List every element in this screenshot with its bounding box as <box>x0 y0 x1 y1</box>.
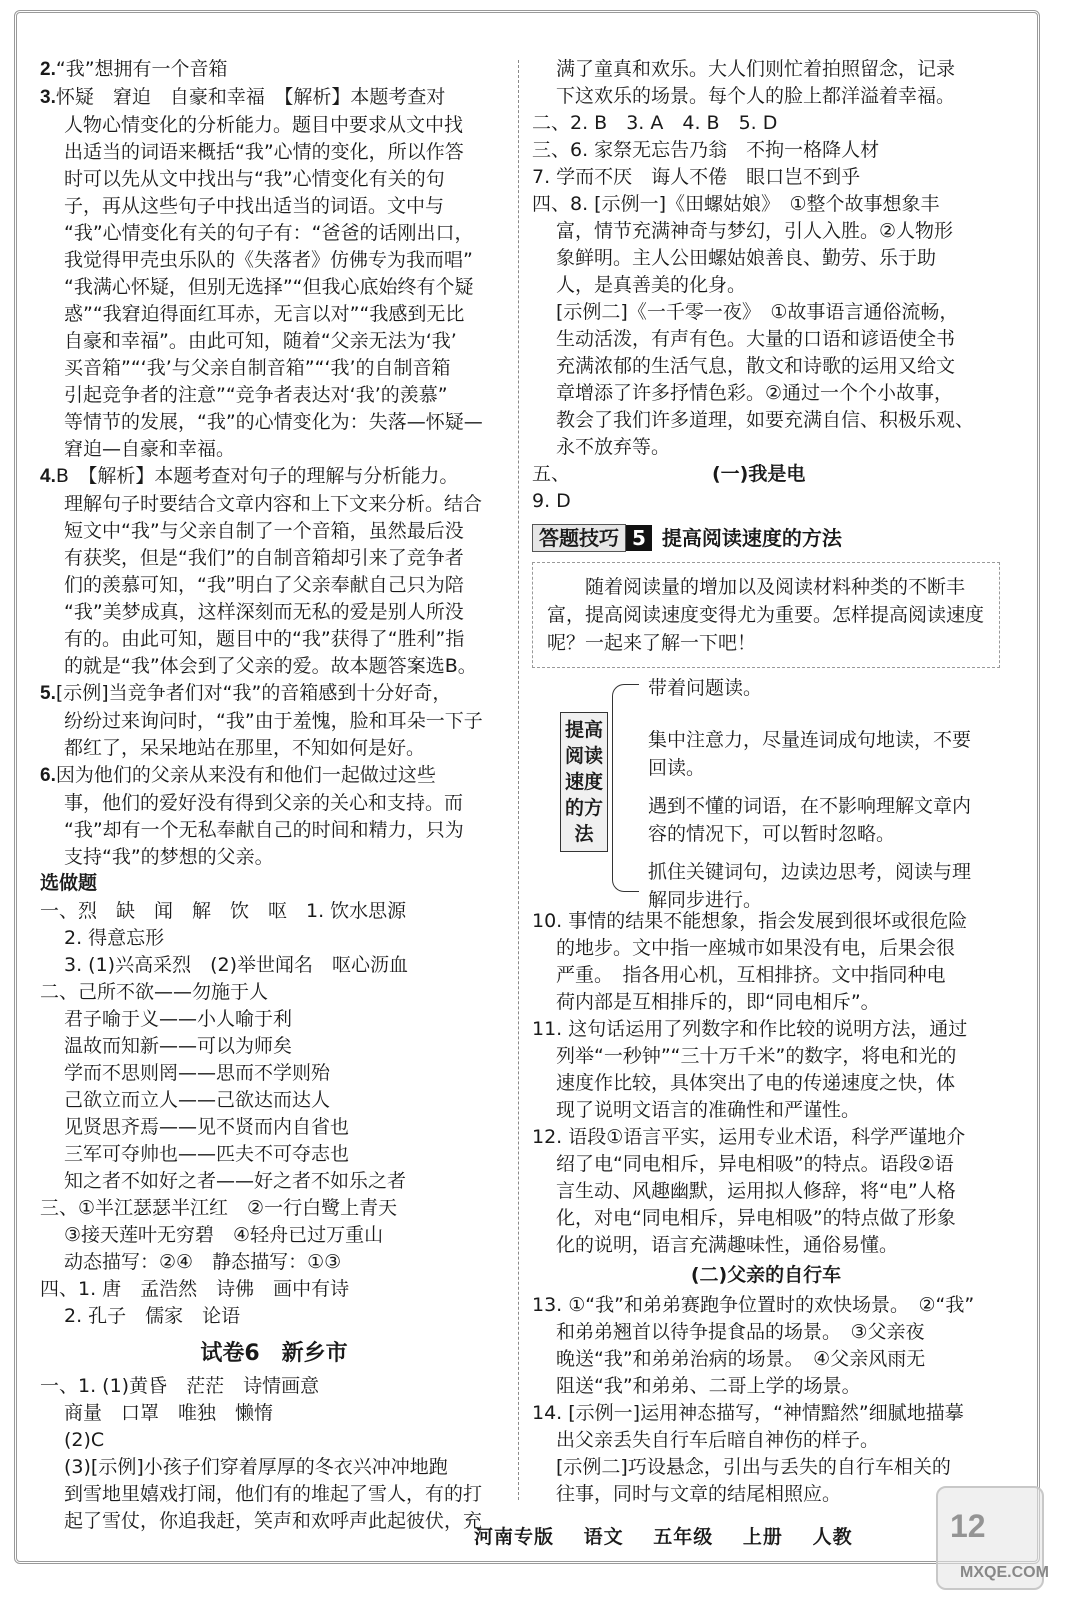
answer-text: 有获奖，但是“我们”的自制音箱却引来了竞争者 <box>64 547 464 569</box>
answer-text: 惑”“我窘迫得面红耳赤，无言以对”“我感到无比 <box>64 303 465 325</box>
answer-line: 章增添了许多抒情色彩。②通过一个个小故事， <box>556 382 954 404</box>
answer-line <box>40 735 508 761</box>
answer-line: 充满浓郁的生活气息，散文和诗歌的运用又给文 <box>556 355 956 377</box>
answer-text: 短文中“我”与父亲自制了一个音箱，虽然最后没 <box>64 520 464 542</box>
answer-text: 窘迫—自豪和幸福。 <box>64 438 236 460</box>
paper-title: 试卷6 新乡市 <box>200 1341 348 1366</box>
answer-line <box>40 463 508 490</box>
answer-line: 往事，同时与文章的结尾相照应。 <box>556 1483 842 1505</box>
answer-line: 出父亲丢失自行车后暗自神伤的样子。 <box>556 1429 880 1451</box>
answer-line: 现了说明文语言的准确性和严谨性。 <box>556 1099 861 1121</box>
answer-line: 的地步。文中指一座城市如果没有电，后果会很 <box>556 937 956 959</box>
answer-q9: 9. D <box>532 490 571 512</box>
answer-line <box>40 518 508 544</box>
tip-item: 抓住关键词句，边读边思考，阅读与理解同步进行。 <box>648 861 972 911</box>
answer-line <box>40 626 508 652</box>
answer-text: 引起竞争者的注意”“竞争者表达对‘我’的羡慕” <box>64 384 448 406</box>
section5-heading <box>532 461 1000 487</box>
left-column <box>40 56 508 1535</box>
answer-text: 们的羡慕可知，“我”明白了父亲奉献自己只为陪 <box>64 574 464 596</box>
footer-grade: 五年级 <box>653 1526 714 1548</box>
answer-text: 纷纷过来询问时，“我”由于羞愧，脸和耳朵一下子 <box>64 710 483 732</box>
answer-line <box>40 56 508 83</box>
answer-text: 怀疑 窘迫 自豪和幸福 【解析】本题考查对 <box>55 86 446 108</box>
answer-line: 列举“一秒钟”“三十万千米”的数字，将电和光的 <box>556 1045 957 1067</box>
elective-line: 四、1. 唐 孟浩然 诗佛 画中有诗 <box>40 1278 350 1300</box>
answer-line: 14. [示例一]运用神态描写，“神情黯然”细腻地描摹 <box>532 1402 964 1424</box>
elective-line: 3. (1)兴高采烈 (2)举世闻名 呕心沥血 <box>64 954 408 976</box>
answer-line: 12. 语段①语言平实，运用专业术语，科学严谨地介 <box>532 1126 966 1148</box>
answer-line <box>40 84 508 111</box>
footer-edition: 人教 <box>812 1526 853 1548</box>
answer-line: 言生动、风趣幽默，运用拟人修辞，将“电”人格 <box>556 1180 956 1202</box>
answer-line: 二、2. B 3. A 4. B 5. D <box>532 112 778 134</box>
answer-text: 等情节的发展，“我”的心情变化为：失落—怀疑— <box>64 411 483 433</box>
elective-line: 知之者不如好之者——好之者不如乐之者 <box>64 1170 407 1192</box>
answer-line: 绍了电“同电相斥，异电相吸”的特点。语段②语 <box>556 1153 954 1175</box>
question-number: 4. <box>40 466 56 487</box>
answer-line: 化的说明，语言充满趣味性，通俗易懂。 <box>556 1234 899 1256</box>
answer-line <box>40 572 508 598</box>
answer-line: 荷内部是互相排斥的，即“同电相斥”。 <box>556 991 880 1013</box>
elective-line: 三军可夺帅也——匹夫不可夺志也 <box>64 1143 350 1165</box>
tip-number: 5 <box>626 525 652 551</box>
answer-line: 永不放弃等。 <box>556 436 671 458</box>
elective-line: ③接天莲叶无穷碧 ④轻舟已过万重山 <box>64 1224 384 1246</box>
answer-line <box>40 301 508 327</box>
elective-line: 见贤思齐焉——见不贤而内自省也 <box>64 1116 350 1138</box>
answer-line <box>40 817 508 843</box>
elective-line: 2. 孔子 儒家 论语 <box>64 1305 241 1327</box>
answer-line <box>40 409 508 435</box>
paper-line: (3)[示例]小孩子们穿着厚厚的冬衣兴冲冲地跑 <box>64 1456 448 1478</box>
answer-line <box>40 220 508 246</box>
tip-bracket <box>612 684 639 892</box>
elective-title: 选做题 <box>40 873 98 894</box>
answer-line: 13. ①“我”和弟弟赛跑争位置时的欢快场景。 ②“我” <box>532 1294 975 1316</box>
answer-text: 买音箱”“‘我’与父亲自制音箱”“‘我’的自制音箱 <box>64 357 451 379</box>
tip-item: 遇到不懂的词语，在不影响理解文章内容的情况下，可以暂时忽略。 <box>648 795 972 845</box>
answer-text: 子，再从这些句子中找出适当的词语。文中与 <box>64 195 445 217</box>
paper-line: 一、1. (1)黄昏 茫茫 诗情画意 <box>40 1375 320 1397</box>
answer-line <box>40 139 508 165</box>
question-number: 3. <box>40 87 56 108</box>
tip-item: 带着问题读。 <box>648 677 763 699</box>
right-column <box>532 56 1000 1508</box>
answer-line <box>40 762 508 789</box>
answer-line: 三、6. 家祭无忘告乃翁 不拘一格降人材 <box>532 139 880 161</box>
elective-line: 己欲立而立人——己欲达而达人 <box>64 1089 331 1111</box>
answer-line <box>40 193 508 219</box>
answer-text: 自豪和幸福”。由此可知，随着“父亲无法为‘我’ <box>64 330 457 352</box>
answer-line: 晚送“我”和弟弟治病的场景。 ④父亲风雨无 <box>556 1348 926 1370</box>
elective-line: 一、烈 缺 闻 解 饮 呕 1. 饮水思源 <box>40 900 407 922</box>
tip-box: 提高阅读速度的方法 <box>560 712 608 852</box>
answer-text: “我”却有一个无私奉献自己的时间和精力，只为 <box>64 819 464 841</box>
answer-text: 的就是“我”体会到了父亲的爱。故本题答案选B。 <box>64 655 477 677</box>
elective-line: 温故而知新——可以为师矣 <box>64 1035 293 1057</box>
answer-line: [示例二]《一千零一夜》 ①故事语言通俗流畅， <box>556 301 959 323</box>
answer-text: 时可以先从文中找出与“我”心情变化有关的句 <box>64 168 445 190</box>
answer-line: 下这欢乐的场景。每个人的脸上都洋溢着幸福。 <box>556 85 956 107</box>
answer-text: B 【解析】本题考查对句子的理解与分析能力。 <box>55 465 459 487</box>
answer-text: “我”美梦成真，这样深刻而无私的爱是别人所没 <box>64 601 464 623</box>
answer-line: 严重。 指各用心机，互相排挤。文中指同种电 <box>556 964 946 986</box>
answer-line <box>40 328 508 354</box>
tip-badge: 答题技巧 <box>532 524 626 552</box>
elective-line: 动态描写：②④ 静态描写：①③ <box>64 1251 342 1273</box>
elective-line: 三、①半江瑟瑟半江红 ②一行白鹭上青天 <box>40 1197 398 1219</box>
question-number: 6. <box>40 765 56 786</box>
answer-text: 因为他们的父亲从来没有和他们一起做过这些 <box>55 764 436 786</box>
tip-heading <box>532 524 1000 552</box>
answer-line: 11. 这句话运用了列数字和作比较的说明方法，通过 <box>532 1018 968 1040</box>
paper-line: 到雪地里嬉戏打闹，他们有的堆起了雪人，有的打 <box>64 1483 483 1505</box>
answer-line <box>40 653 508 679</box>
answer-text: 理解句子时要结合文章内容和上下文来分析。结合 <box>64 493 483 515</box>
answer-line <box>40 844 508 870</box>
answer-line <box>40 491 508 517</box>
answer-text: 我觉得甲壳虫乐队的《失落者》仿佛专为我而唱” <box>64 249 473 271</box>
tip-diagram <box>532 674 1000 911</box>
elective-line: 君子喻于义——小人喻于利 <box>64 1008 293 1030</box>
answer-line <box>40 545 508 571</box>
footer-subject: 语文 <box>583 1526 624 1548</box>
column-divider <box>518 60 519 1500</box>
answer-line: 满了童真和欢乐。大人们则忙着拍照留念，记录 <box>556 58 956 80</box>
answer-text: 事，他们的爱好没有得到父亲的关心和支持。而 <box>64 792 464 814</box>
footer <box>0 1522 1066 1552</box>
tip-item: 集中注意力，尽量连词成句地读，不要回读。 <box>648 729 972 779</box>
elective-line: 二、己所不欲——勿施于人 <box>40 981 269 1003</box>
answer-line <box>40 436 508 462</box>
answer-line: 阻送“我”和弟弟、二哥上学的场景。 <box>556 1375 861 1397</box>
answer-line: 象鲜明。主人公田螺姑娘善良、勤劳、乐于助 <box>556 247 937 269</box>
answer-line <box>40 355 508 381</box>
answer-text: 都红了，呆呆地站在那里，不知如何是好。 <box>64 737 426 759</box>
tip-title: 提高阅读速度的方法 <box>661 526 842 550</box>
answer-line: 7. 学而不厌 诲人不倦 眼口岂不到乎 <box>532 166 861 188</box>
answer-text: 支持“我”的梦想的父亲。 <box>64 846 274 868</box>
answer-text: “我”心情变化有关的句子有：“爸爸的话刚出口， <box>64 222 474 244</box>
paper-line: (2)C <box>64 1429 105 1451</box>
answer-line: 10. 事情的结果不能想象，指会发展到很坏或很危险 <box>532 910 968 932</box>
section5-title: (一)我是电 <box>712 463 806 485</box>
question-number: 5. <box>40 683 56 704</box>
answer-line: 速度作比较，具体突出了电的传递速度之快，体 <box>556 1072 956 1094</box>
answer-text: 人物心情变化的分析能力。题目中要求从文中找 <box>64 114 464 136</box>
answer-text: 出适当的词语来概括“我”心情的变化，所以作答 <box>64 141 464 163</box>
answer-line: 化，对电“同电相斥，异电相吸”的特点做了形象 <box>556 1207 956 1229</box>
question-number: 2. <box>40 59 56 80</box>
footer-region: 河南专版 <box>474 1526 555 1548</box>
answer-line <box>40 112 508 138</box>
answer-text: 有的。由此可知，题目中的“我”获得了“胜利”指 <box>64 628 465 650</box>
section5-label: 五、 <box>532 463 571 485</box>
answer-line: 和弟弟翘首以待争提食品的场景。 ③父亲夜 <box>556 1321 925 1343</box>
answer-line: 教会了我们许多道理，如要充满自信、积极乐观、 <box>556 409 975 431</box>
answer-line: [示例二]巧设悬念，引出与丢失的自行车相关的 <box>556 1456 951 1478</box>
answer-text: “我”想拥有一个音箱 <box>55 58 228 80</box>
answer-line <box>40 382 508 408</box>
answer-line <box>40 680 508 707</box>
answer-line <box>40 166 508 192</box>
elective-line: 2. 得意忘形 <box>64 927 165 949</box>
answer-text: [示例]当竞争者们对“我”的音箱感到十分好奇， <box>55 682 452 704</box>
paper-line: 起了雪仗，你追我赶，笑声和欢呼声此起彼伏，充 <box>64 1510 483 1532</box>
answer-line <box>40 247 508 273</box>
paper-line: 商量 口罩 唯独 懒惰 <box>64 1402 274 1424</box>
watermark-text: MXQE.COM <box>960 1564 1049 1581</box>
answer-line: 生动活泼，有声有色。大量的口语和谚语使全书 <box>556 328 956 350</box>
answer-line <box>40 790 508 816</box>
tip-intro: 随着阅读量的增加以及阅读材料种类的不断丰富，提高阅读速度变得尤为重要。怎样提高阅读速度呢？一起来了解一下吧！ <box>532 562 1000 668</box>
answer-line: 富，情节充满神奇与梦幻，引人入胜。②人物形 <box>556 220 954 242</box>
section-b-title: (二)父亲的自行车 <box>690 1264 842 1286</box>
answer-line <box>40 708 508 734</box>
answer-line <box>40 599 508 625</box>
footer-info <box>474 1522 875 1549</box>
answer-line <box>40 274 508 300</box>
footer-term: 上册 <box>742 1526 783 1548</box>
answer-line: 人，是真善美的化身。 <box>556 274 747 296</box>
answer-text: “我满心怀疑，但别无选择”“但我心底始终有个疑 <box>64 276 474 298</box>
answer-line: 四、8. [示例一]《田螺姑娘》 ①整个故事想象丰 <box>532 193 940 215</box>
elective-line: 学而不思则罔——思而不学则殆 <box>64 1062 331 1084</box>
